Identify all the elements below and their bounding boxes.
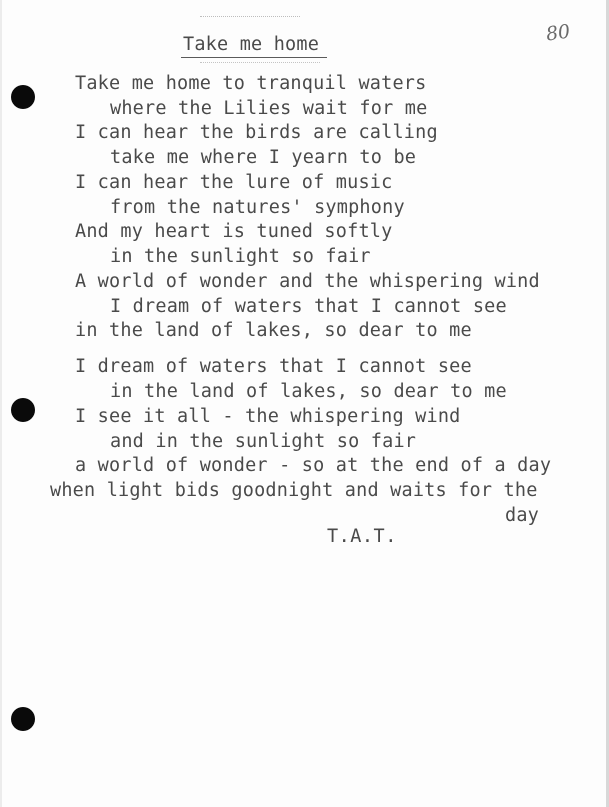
title-underline	[181, 57, 327, 58]
punch-hole-top	[11, 85, 35, 109]
poem-line: And my heart is tuned softly	[75, 221, 393, 242]
poem-line: a world of wonder - so at the end of a day	[75, 455, 552, 476]
poem-line: I can hear the birds are calling	[75, 122, 438, 143]
poem-line: Take me home to tranquil waters	[75, 73, 427, 94]
poem-line: A world of wonder and the whispering wind	[75, 271, 540, 292]
poem-line: and in the sunlight so fair	[110, 431, 417, 452]
poem-line: in the land of lakes, so dear to me	[75, 320, 472, 341]
poem-line: take me where I yearn to be	[110, 147, 417, 168]
punch-hole-bottom	[11, 707, 35, 731]
poem-line: when light bids goodnight and waits for the	[50, 480, 538, 501]
poem-line: in the land of lakes, so dear to me	[110, 381, 507, 402]
poem-line: I see it all - the whispering wind	[75, 406, 461, 427]
poem-line: where the Lilies wait for me	[110, 98, 428, 119]
handwritten-page-number: 80	[544, 20, 572, 46]
header-dotted-line	[200, 16, 300, 18]
title-dotted-line	[200, 62, 320, 64]
poem-line: from the natures' symphony	[110, 197, 405, 218]
page-left-edge	[0, 0, 2, 807]
poem-line: I can hear the lure of music	[75, 172, 393, 193]
poem-line: I dream of waters that I cannot see	[110, 296, 507, 317]
poem-line: day	[505, 505, 540, 526]
poem-line: in the sunlight so fair	[110, 246, 371, 267]
author-initials: T.A.T.	[327, 526, 397, 547]
punch-hole-middle	[11, 398, 35, 422]
poem-title: Take me home	[183, 34, 320, 55]
poem-line: I dream of waters that I cannot see	[75, 356, 472, 377]
